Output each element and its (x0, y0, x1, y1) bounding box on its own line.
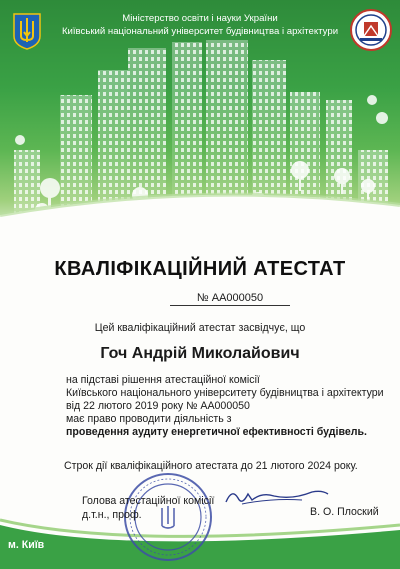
body-line: має право проводити діяльність з (66, 413, 232, 425)
holder-name: Гоч Андрій Миколайович (100, 345, 300, 362)
city-skyline-illustration (0, 0, 400, 260)
certificate-number: № АА000050 (170, 292, 290, 306)
activity-scope: проведення аудиту енергетичної ефективності будівель. (66, 426, 367, 438)
issue-city: м. Київ (8, 539, 45, 551)
body-line: на підставі рішення атестаційної комісії (66, 374, 260, 386)
university-name: Київський національний університет будівництва і архітектури (61, 26, 339, 37)
confirmation-text: Цей кваліфікаційний атестат засвідчує, що (94, 322, 306, 334)
body-line: від 22 лютого 2019 року № АА000050 (66, 400, 250, 412)
body-line: Київського національного університету будівництва і архітектури (66, 387, 384, 399)
trident-coat-of-arms-icon (12, 12, 42, 50)
ministry-name: Міністерство освіти і науки України (122, 13, 278, 24)
chair-degree: д.т.н., проф. (82, 509, 142, 521)
validity-period: Строк дії кваліфікаційного атестата до 21 лютого 2024 року. (64, 460, 358, 472)
signer-name: В. О. Плоский (310, 506, 379, 518)
issuer-header (60, 12, 340, 38)
certificate-title: КВАЛІФІКАЦІЙНИЙ АТЕСТАТ (54, 258, 346, 280)
university-seal-icon (350, 8, 392, 52)
commission-chair (82, 494, 214, 522)
decision-text (66, 374, 396, 439)
chair-role: Голова атестаційної комісії (82, 495, 215, 507)
